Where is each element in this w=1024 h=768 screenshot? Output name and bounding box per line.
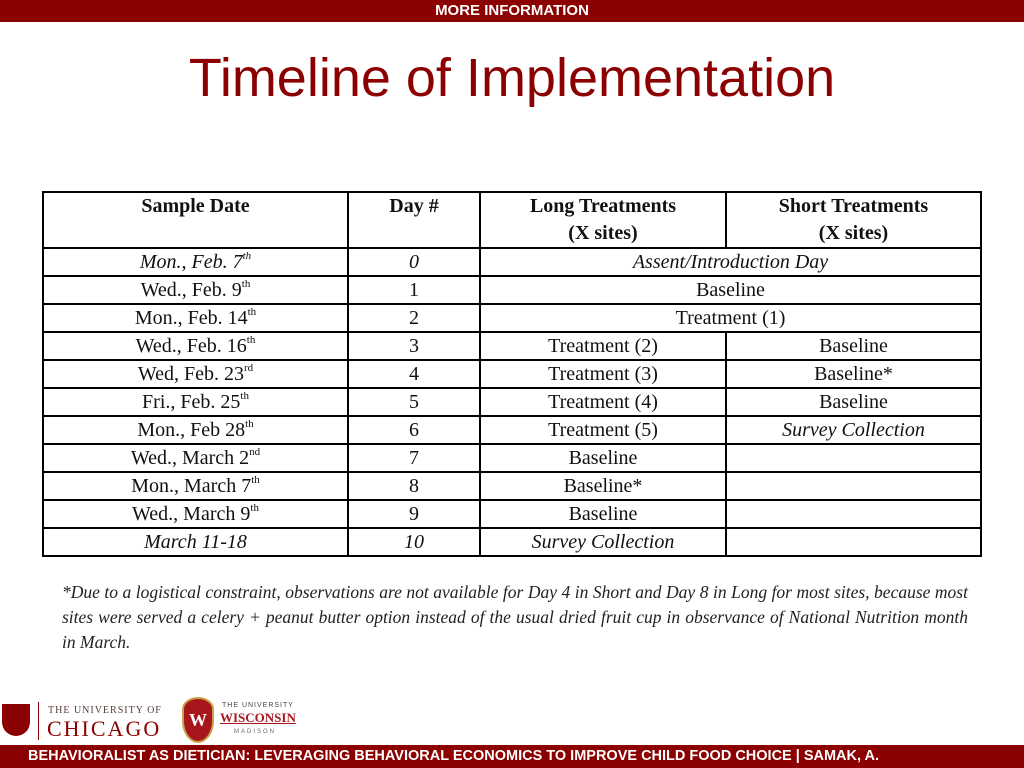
header-sample-date: Sample Date bbox=[43, 192, 348, 248]
day-cell: 9 bbox=[348, 500, 480, 528]
date-cell bbox=[43, 500, 348, 528]
date-text: Mon., March 7 bbox=[131, 475, 252, 497]
date-suffix: th bbox=[245, 418, 254, 430]
date-text: Mon., Feb. 14 bbox=[134, 307, 248, 329]
date-text: March 11-18 bbox=[144, 531, 247, 553]
treatment-cell-merged: Assent/Introduction Day bbox=[480, 248, 981, 276]
slide-title: Timeline of Implementation bbox=[188, 48, 836, 108]
chicago-shield-icon bbox=[2, 704, 30, 736]
date-text: Wed., March 2 bbox=[130, 447, 250, 469]
long-treatment-cell: Baseline* bbox=[480, 472, 726, 500]
date-cell bbox=[43, 472, 348, 500]
date-cell bbox=[43, 444, 348, 472]
day-cell: 6 bbox=[348, 416, 480, 444]
day-cell: 7 bbox=[348, 444, 480, 472]
date-suffix: th bbox=[246, 334, 256, 346]
short-treatment-cell bbox=[726, 472, 981, 500]
long-treatment-cell: Baseline bbox=[480, 444, 726, 472]
long-treatment-cell: Treatment (5) bbox=[480, 416, 726, 444]
long-treatment-cell: Baseline bbox=[480, 500, 726, 528]
date-cell bbox=[43, 332, 348, 360]
wisconsin-logo-wordmark: WISCONSIN bbox=[220, 710, 296, 725]
table-row bbox=[43, 416, 981, 444]
day-cell: 10 bbox=[348, 528, 480, 556]
day-cell: 0 bbox=[348, 248, 480, 276]
treatment-cell-merged: Treatment (1) bbox=[480, 304, 981, 332]
university-of-chicago-logo bbox=[2, 700, 167, 744]
date-suffix: th bbox=[250, 502, 259, 514]
day-cell: 4 bbox=[348, 360, 480, 388]
date-text: Wed., March 9 bbox=[132, 503, 251, 525]
long-treatment-cell: Treatment (2) bbox=[480, 332, 726, 360]
header-short-treatments bbox=[726, 192, 981, 248]
chicago-logo-wordmark: CHICAGO bbox=[47, 716, 162, 741]
date-text: Mon., Feb 28 bbox=[137, 419, 246, 441]
footer-text: BEHAVIORALIST AS DIETICIAN: LEVERAGING BEHAVIORAL ECONOMICS TO IMPROVE CHILD FOOD CHOICE | SAMAK, A. bbox=[28, 748, 880, 764]
date-cell bbox=[43, 416, 348, 444]
date-text: Wed., Feb. 16 bbox=[135, 335, 247, 357]
long-treatment-cell: Treatment (4) bbox=[480, 388, 726, 416]
header-short-line2: (X sites) bbox=[818, 222, 889, 244]
date-suffix: th bbox=[247, 306, 257, 318]
table-row bbox=[43, 472, 981, 500]
table-row bbox=[43, 304, 981, 332]
header-short-line1: Short Treatments bbox=[778, 195, 929, 217]
date-cell bbox=[43, 528, 348, 556]
date-text: Mon., Feb. 7 bbox=[139, 251, 243, 273]
day-cell: 2 bbox=[348, 304, 480, 332]
short-treatment-cell: Baseline bbox=[726, 388, 981, 416]
long-treatment-cell: Survey Collection bbox=[480, 528, 726, 556]
date-cell bbox=[43, 304, 348, 332]
header-long-treatments bbox=[480, 192, 726, 248]
university-of-wisconsin-logo bbox=[182, 697, 302, 745]
date-cell bbox=[43, 276, 348, 304]
treatment-cell-merged: Baseline bbox=[480, 276, 981, 304]
top-bar-label: MORE INFORMATION bbox=[435, 2, 589, 19]
table-row bbox=[43, 276, 981, 304]
date-cell bbox=[43, 248, 348, 276]
day-cell: 8 bbox=[348, 472, 480, 500]
footnote: *Due to a logistical constraint, observations are not available for Day 4 in Short and Day 8 in Long for most sites, because most sites were served a celery + peanut butter option instead of the usual dried fruit cup in observance of National Nutrition month in March. bbox=[62, 582, 968, 652]
short-treatment-cell: Survey Collection bbox=[726, 416, 981, 444]
day-cell: 3 bbox=[348, 332, 480, 360]
date-text: Wed, Feb. 23 bbox=[137, 363, 244, 385]
header-day-number: Day # bbox=[348, 192, 480, 248]
date-text: Wed., Feb. 9 bbox=[140, 279, 242, 301]
short-treatment-cell bbox=[726, 528, 981, 556]
timeline-table bbox=[42, 191, 982, 557]
date-text: Fri., Feb. 25 bbox=[142, 391, 241, 413]
footer-bar bbox=[0, 745, 1024, 768]
header-long-line2: (X sites) bbox=[568, 222, 638, 244]
date-suffix: th bbox=[241, 278, 251, 290]
header-long-line1: Long Treatments bbox=[529, 195, 677, 217]
day-cell: 5 bbox=[348, 388, 480, 416]
short-treatment-cell: Baseline bbox=[726, 332, 981, 360]
table-row bbox=[43, 360, 981, 388]
table-row bbox=[43, 528, 981, 556]
date-suffix: rd bbox=[243, 362, 254, 374]
table-row bbox=[43, 444, 981, 472]
top-bar bbox=[0, 0, 1024, 22]
table-row bbox=[43, 388, 981, 416]
wisconsin-logo-madison: MADISON bbox=[234, 729, 277, 735]
logo-divider bbox=[38, 702, 39, 740]
table-row bbox=[43, 332, 981, 360]
date-suffix: th bbox=[240, 390, 249, 402]
short-treatment-cell bbox=[726, 444, 981, 472]
date-suffix: th bbox=[251, 474, 260, 486]
date-cell bbox=[43, 360, 348, 388]
table-row bbox=[43, 500, 981, 528]
date-cell bbox=[43, 388, 348, 416]
date-suffix: th bbox=[242, 250, 252, 262]
short-treatment-cell: Baseline* bbox=[726, 360, 981, 388]
date-suffix: nd bbox=[249, 446, 261, 458]
table-header-row bbox=[43, 192, 981, 248]
long-treatment-cell: Treatment (3) bbox=[480, 360, 726, 388]
wisconsin-logo-small-text: THE UNIVERSITY bbox=[222, 702, 294, 709]
wisconsin-crest-icon: W bbox=[182, 697, 214, 743]
short-treatment-cell bbox=[726, 500, 981, 528]
table-row bbox=[43, 248, 981, 276]
chicago-logo-small-text: THE UNIVERSITY OF bbox=[48, 705, 162, 716]
day-cell: 1 bbox=[348, 276, 480, 304]
